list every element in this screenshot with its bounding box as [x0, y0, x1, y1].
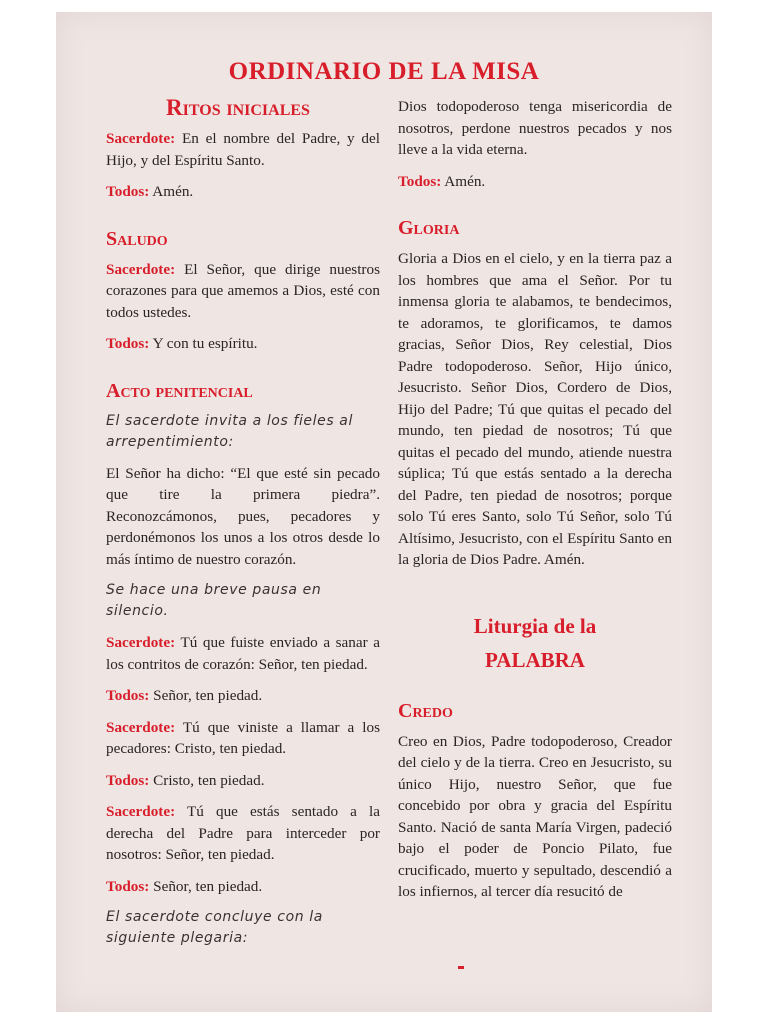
right-column [398, 96, 672, 913]
rubric-text: El sacerdote concluye con la siguiente plegaria: [106, 909, 323, 946]
dialogue-line [106, 128, 380, 171]
speaker-label: Sacerdote: [106, 718, 176, 736]
speaker-label: Todos: [106, 183, 150, 200]
dialogue-line [106, 685, 380, 707]
dialogue-line [106, 717, 380, 760]
dialogue-line [106, 801, 380, 866]
dialogue-text: En el nombre del Padre, y del Hijo, y del Espíritu Santo. [106, 130, 380, 169]
dialogue-line [398, 171, 672, 193]
dialogue-text: Tú que fuiste enviado a sanar a los contritos de corazón: Señor, ten piedad. [106, 634, 380, 673]
speaker-label: Todos: [106, 771, 150, 789]
rubric-text: El sacerdote invita a los fieles al arrepentimiento: [106, 412, 353, 450]
body-paragraph: Gloria a Dios en el cielo, y en la tierra paz a los hombres que ama el Señor. Por tu inmensa gloria te alabamos, te bendecimos, te adoramos, te glorificamos, te damos gracias, Señor Dios, Rey celestial, Dios Padre todopoderoso. Señor, Hijo único, Jesucristo. Señor Dios, Cordero de Dios, Hijo del Padre; Tú que quitas el pecado del mundo, ten piedad de nosotros; Tú que quitas el pecado del mundo, atiende nuestra súplica; Tú que estás sentado a la derecha del Padre, ten piedad de nosotros; porque solo Tú eres Santo, solo Tú Señor, solo Tú Altísimo, Jesucristo, con el Espíritu Santo en la gloria de Dios Padre. Amén. [398, 250, 672, 568]
speaker-label: Todos: [106, 335, 150, 352]
liturgia-heading [398, 609, 672, 677]
rubric-text: Se hace una breve pausa en silencio. [106, 582, 322, 619]
saludo-heading: Saludo [106, 227, 168, 250]
dialogue-text: Y con tu espíritu. [149, 335, 258, 352]
page-title: ORDINARIO DE LA MISA [228, 58, 540, 85]
acto-penitencial-heading: Acto penitencial [106, 379, 253, 402]
dialogue-line [106, 259, 380, 324]
dialogue-text: Amén. [441, 172, 486, 190]
dialogue-line [106, 770, 380, 792]
body-paragraph: El Señor ha dicho: “El que esté sin pecado que tire la primera piedra”. Reconozcámonos, pues, pecadores y perdonémonos los unos a los otros desde lo más íntimo de nuestro corazón. [106, 464, 380, 568]
dialogue-text: El Señor, que dirige nuestros corazones para que amemos a Dios, esté con todos ustedes. [106, 260, 380, 321]
dialogue-line [106, 333, 380, 355]
speaker-label: Sacerdote: [106, 260, 176, 278]
speaker-label: Sacerdote: [106, 130, 176, 147]
dialogue-text: Tú que viniste a llamar a los pecadores: Cristo, ten piedad. [106, 718, 380, 757]
dialogue-text: Señor, ten piedad. [149, 877, 263, 895]
speaker-label: Todos: [106, 877, 150, 895]
dialogue-text: Amén. [149, 183, 194, 200]
speaker-label: Sacerdote: [106, 803, 176, 820]
liturgia-heading-line-2: PALABRA [485, 647, 585, 672]
ritos-iniciales-heading: Ritos iniciales [166, 95, 310, 120]
speaker-label: Todos: [106, 687, 150, 704]
speaker-label: Todos: [398, 172, 442, 190]
dialogue-text: Señor, ten piedad. [149, 687, 263, 704]
body-paragraph: Dios todopoderoso tenga misericordia de nosotros, perdone nuestros pecados y nos lleve a la vida eterna. [398, 98, 672, 158]
page-mark [458, 966, 464, 969]
left-column [106, 96, 380, 959]
dialogue-line [106, 876, 380, 898]
body-paragraph: Creo en Dios, Padre todopoderoso, Creador del cielo y de la tierra. Creo en Jesucristo, su único Hijo, nuestro Señor, que fue concebido por obra y gracia del Espíritu Santo. Nació de santa María Virgen, padeció bajo el poder de Poncio Pilato, fue crucificado, muerto y sepultado, descendió a los infiernos, al tercer día resucitó de [398, 732, 672, 900]
dialogue-line [106, 181, 380, 203]
dialogue-text: Cristo, ten piedad. [149, 771, 265, 789]
dialogue-line [106, 632, 380, 675]
liturgia-heading-line-1: Liturgia de la [473, 613, 597, 638]
dialogue-text: Tú que estás sentado a la derecha del Padre para interceder por nosotros: Señor, ten piedad. [106, 803, 380, 863]
gloria-heading: Gloria [398, 217, 460, 239]
credo-heading: Credo [398, 699, 453, 722]
speaker-label: Sacerdote: [106, 634, 176, 651]
